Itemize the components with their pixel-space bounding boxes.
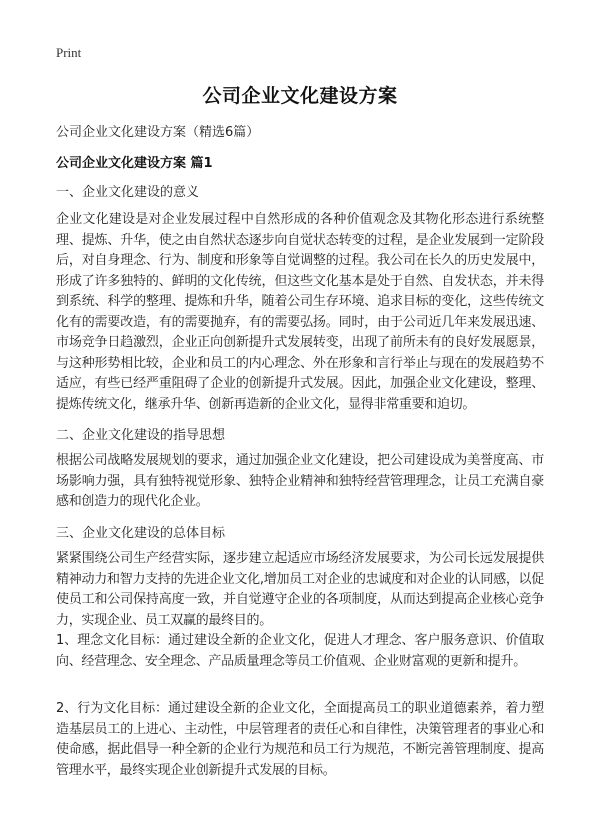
paragraph-significance: 企业文化建设是对企业发展过程中自然形成的各种价值观念及其物化形态进行系统整理、提炼、升华，使之由自然状态逐步向自觉状态转变的过程，是企业发展到一定阶段后，对自身理念、行为、制度和形象等自觉调整的过程。我公司在长久的历史发展中，形成了许多独特的、鲜明的文化传统，但这些文化基本是处于自然、自发状态，并未得到系统、科学的整理、提炼和升华，随着公司生存环境、追求目标的变化，这些传统文化有的需要改造，有的需要抛弃，有的需要弘扬。同时，由于公司近几年来发展迅速、市场竞争日趋激烈，企业正向创新提升式发展转变，出现了前所未有的良好发展愿景，与这种形势相比较，企业和员工的内心理念、外在形象和言行举止与现在的发展趋势不适应，有些已经严重阻碍了企业的创新提升式发展。因此，加强企业文化建设，整理、提炼传统文化，继承升华、创新再造新的企业文化，显得非常重要和迫切。 <box>56 212 544 412</box>
section-title: 公司企业文化建设方案 篇1 <box>56 156 213 171</box>
heading-significance: 一、企业文化建设的意义 <box>56 185 200 200</box>
print-label: Print <box>56 45 82 60</box>
page-title: 公司企业文化建设方案 <box>202 85 398 107</box>
goal-item-behavior: 2、行为文化目标：通过建设全新的企业文化，全面提高员工的职业道德素养，着力塑造基层员工的上进心、主动性，中层管理者的责任心和自律性，决策管理者的事业心和使命感，据此倡导一种全新的企业行为规范和员工行为规范，不断完善管理制度、提高管理水平，最终实现企业创新提升式发展的目标。 <box>56 701 544 778</box>
document-subtitle: 公司企业文化建设方案（精选6篇） <box>56 125 260 140</box>
paragraph-guiding-ideology: 根据公司战略发展规划的要求，通过加强企业文化建设，把公司建设成为美誉度高、市场影响力强，具有独特视觉形象、独特企业精神和独特经营管理理念，让员工充满自豪感和创造力的现代化企业。 <box>56 453 544 509</box>
paragraph-overall-goal: 紧紧围绕公司生产经营实际，逐步建立起适应市场经济发展要求，为公司长远发展提供精神动力和智力支持的先进企业文化,增加员工对企业的忠诚度和对企业的认同感，以促使员工和公司保持高度一致，并自觉遵守企业的各项制度，从而达到提高企业核心竞争力，实现企业、员工双赢的最终目的。 <box>56 551 544 628</box>
heading-overall-goal: 三、企业文化建设的总体目标 <box>56 526 226 541</box>
goal-item-philosophy: 1、理念文化目标：通过建设全新的企业文化，促进人才理念、客户服务意识、价值取向、经营理念、安全理念、产品质量理念等员工价值观、企业财富观的更新和提升。 <box>56 633 544 669</box>
heading-guiding-ideology: 二、企业文化建设的指导思想 <box>56 428 226 443</box>
